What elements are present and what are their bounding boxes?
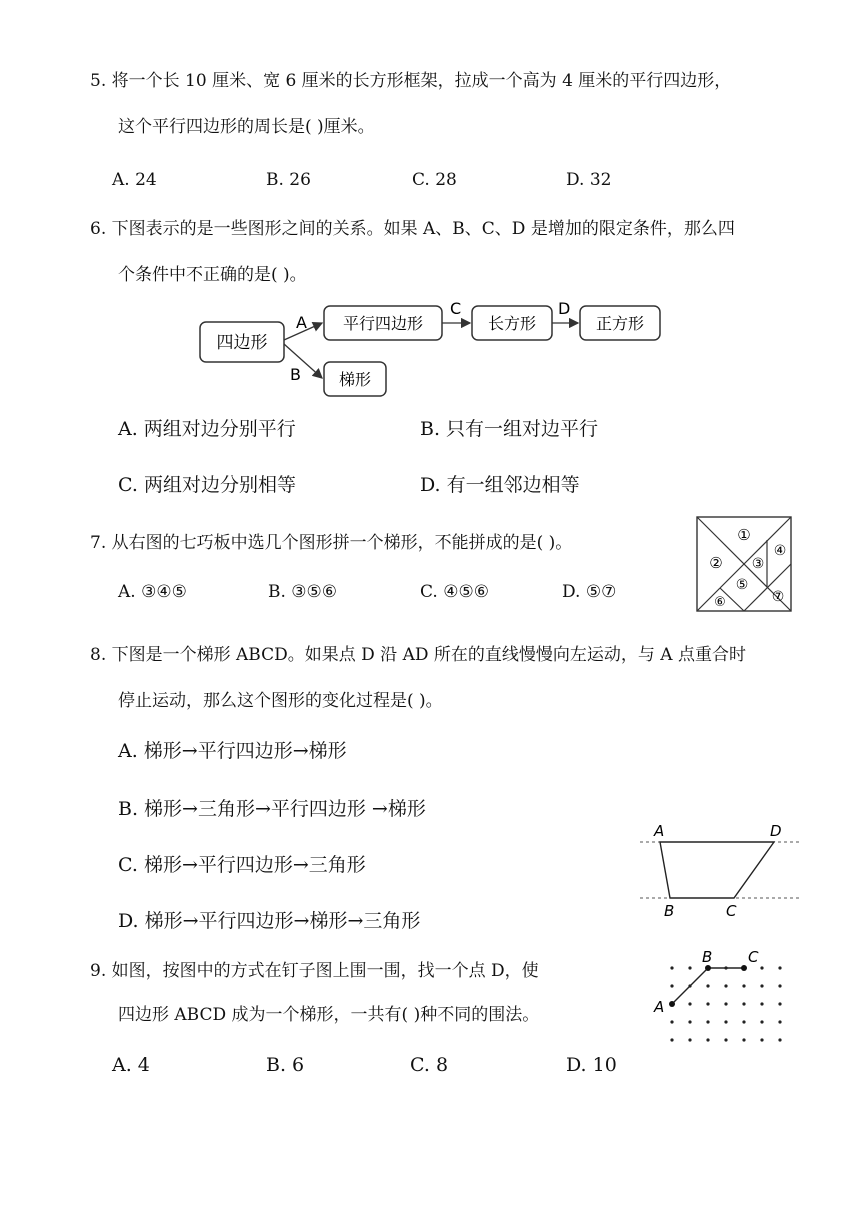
q5-option-a[interactable]: A. 24 [112, 170, 157, 190]
point-b-label: B [702, 948, 713, 966]
nail-dot [742, 1002, 745, 1005]
q8-line2: 停止运动，那么这个图形的变化过程是( )。 [118, 691, 443, 711]
q8-option-c[interactable]: C. 梯形→平行四边形→三角形 [118, 854, 366, 876]
nail-dot [706, 1038, 709, 1041]
parallelogram-label: 平行四边形 [342, 314, 424, 333]
piece-6-label: ⑥ [714, 595, 726, 610]
piece-1-label: ① [737, 526, 751, 544]
nail-dot [688, 1020, 691, 1023]
q7-option-b[interactable]: B. ③⑤⑥ [268, 582, 338, 602]
q5-line2: 这个平行四边形的周长是( )厘米。 [118, 117, 375, 137]
nail-dot [706, 984, 709, 987]
q6-line1: 6. 下图表示的是一些图形之间的关系。如果 A、B、C、D 是增加的限定条件，那么四 [90, 219, 735, 239]
nail-dot [778, 1038, 781, 1041]
point-a-label: A [654, 822, 665, 840]
point-b-label: B [664, 902, 675, 920]
quad-label: 四边形 [216, 333, 268, 353]
rectangle-label: 长方形 [487, 314, 537, 333]
q9-option-b[interactable]: B. 6 [266, 1054, 305, 1076]
q8-option-d[interactable]: D. 梯形→平行四边形→梯形→三角形 [118, 910, 421, 932]
square-label: 正方形 [595, 314, 645, 333]
nail-dot [760, 1002, 763, 1005]
nail-dot [778, 984, 781, 987]
nail-dot [760, 1038, 763, 1041]
nail-dot [724, 1038, 727, 1041]
nail-dot [724, 1020, 727, 1023]
nail-dot [706, 1002, 709, 1005]
q5-option-c[interactable]: C. 28 [412, 170, 457, 190]
point-a-label: A [654, 998, 665, 1016]
shape-relation-diagram [190, 292, 670, 402]
nail-grid [670, 966, 781, 1041]
nail-dot [742, 984, 745, 987]
trapezoid-label: 梯形 [338, 370, 372, 389]
point-c-label: C [748, 948, 759, 966]
q7-option-c[interactable]: C. ④⑤⑥ [420, 582, 489, 602]
nail-dot [670, 984, 673, 987]
nail-dot [742, 1038, 745, 1041]
q5-line1: 5. 将一个长 10 厘米、宽 6 厘米的长方形框架，拉成一个高为 4 厘米的平行四边形， [90, 71, 732, 91]
q7-option-d[interactable]: D. ⑤⑦ [562, 582, 617, 602]
q8-option-a[interactable]: A. 梯形→平行四边形→梯形 [118, 740, 347, 762]
q5-option-d[interactable]: D. 32 [566, 170, 612, 190]
piece-2-label: ② [709, 554, 723, 572]
q9-option-c[interactable]: C. 8 [410, 1054, 449, 1076]
nail-dot [778, 1002, 781, 1005]
nail-dot [760, 984, 763, 987]
q8-line1: 8. 下图是一个梯形 ABCD。如果点 D 沿 AD 所在的直线慢慢向左运动，与 A 点重合时 [90, 645, 746, 665]
piece-5-label: ⑤ [735, 577, 749, 593]
q5-option-b[interactable]: B. 26 [266, 170, 311, 190]
nail-dot [760, 1020, 763, 1023]
segment-ab [672, 968, 708, 1004]
q8-option-b[interactable]: B. 梯形→三角形→平行四边形 →梯形 [118, 798, 426, 820]
trapezoid-abcd-figure [640, 820, 800, 920]
nail-dot [670, 1038, 673, 1041]
nail-dot [724, 1002, 727, 1005]
nail-dot [688, 1002, 691, 1005]
q6-option-a[interactable]: A. 两组对边分别平行 [118, 418, 296, 440]
q7-line1: 7. 从右图的七巧板中选几个图形拼一个梯形，不能拼成的是( )。 [90, 533, 573, 553]
point-c-label: C [726, 902, 737, 920]
condition-b-label: B [290, 365, 301, 384]
q6-option-d[interactable]: D. 有一组邻边相等 [420, 474, 580, 496]
point-d-label: D [770, 822, 782, 840]
q6-option-c[interactable]: C. 两组对边分别相等 [118, 474, 296, 496]
condition-d-label: D [558, 299, 571, 318]
condition-c-label: C [450, 299, 462, 318]
q6-line2: 个条件中不正确的是( )。 [118, 265, 307, 285]
nail-dot [670, 966, 673, 969]
nail-dot [688, 966, 691, 969]
piece-3-label: ③ [751, 556, 765, 572]
q9-option-a[interactable]: A. 4 [112, 1054, 150, 1076]
q9-line2: 四边形 ABCD 成为一个梯形，一共有( )种不同的围法。 [118, 1005, 540, 1025]
q7-option-a[interactable]: A. ③④⑤ [118, 582, 187, 602]
q6-option-b[interactable]: B. 只有一组对边平行 [420, 418, 599, 440]
tangram-figure [696, 516, 792, 612]
nail-dot [760, 966, 763, 969]
nail-dot [724, 984, 727, 987]
nail-dot [778, 966, 781, 969]
condition-a-label: A [296, 313, 307, 332]
nail-board-figure [652, 948, 802, 1048]
piece-4-label: ④ [773, 543, 787, 559]
nail-dot [742, 1020, 745, 1023]
piece-7-label: ⑦ [771, 589, 785, 605]
nail-dot [688, 1038, 691, 1041]
nail-dot [778, 1020, 781, 1023]
nail-dot [670, 1020, 673, 1023]
q9-option-d[interactable]: D. 10 [566, 1054, 617, 1076]
q9-line1: 9. 如图，按图中的方式在钉子图上围一围，找一个点 D，使 [90, 961, 539, 981]
nail-dot [706, 1020, 709, 1023]
